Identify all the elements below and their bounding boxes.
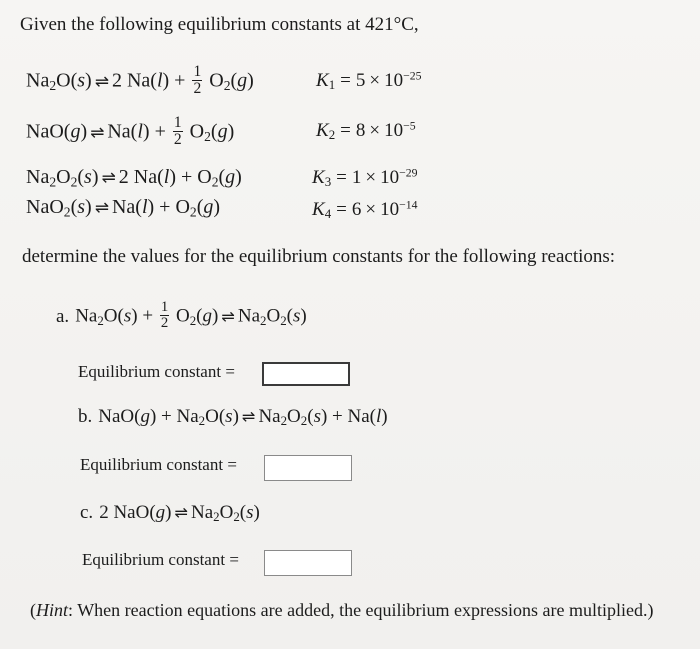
eq-subscript: 2 xyxy=(49,174,57,190)
k-base-ten: 10 xyxy=(380,199,400,220)
eq-subscript: 2 xyxy=(233,509,240,525)
part-a-equation xyxy=(56,299,307,333)
k-symbol: K xyxy=(312,167,325,188)
k-index: 1 xyxy=(328,77,336,93)
part-b-equation xyxy=(78,406,388,428)
hint-open-paren: ( xyxy=(30,600,36,620)
eq-subscript: 2 xyxy=(213,509,220,525)
eq-text: O( xyxy=(205,406,226,427)
k-symbol: K xyxy=(316,120,329,141)
times-sign: × xyxy=(365,199,377,220)
eq-text: ) xyxy=(85,196,92,218)
eq-phase: g xyxy=(140,406,150,427)
eq-text: ( xyxy=(70,196,78,218)
determine-text: determine the values for the equilibrium constants for the following reactions: xyxy=(22,246,616,267)
eq-subscript: 2 xyxy=(280,312,287,328)
intro-text: Given the following equilibrium constants at 421°C, xyxy=(20,14,419,35)
eq-text: Na xyxy=(191,502,214,523)
eq-text: ) xyxy=(232,406,239,427)
k2-value xyxy=(316,120,416,142)
eq-subscript: 2 xyxy=(63,204,71,220)
eq-text: Na xyxy=(75,305,98,327)
equilibrium-arrow: ⇌ xyxy=(94,71,109,92)
eq-text: Na xyxy=(237,305,260,327)
fraction-denominator: 2 xyxy=(160,314,169,331)
eq-phase: s xyxy=(84,166,92,188)
eq-text: ) + Na( xyxy=(320,406,376,427)
eq-text: ) + Na xyxy=(149,406,199,427)
given-equation-3 xyxy=(26,166,242,189)
eq-text: O( xyxy=(103,305,124,327)
eq-text: ) + xyxy=(131,305,158,327)
part-letter: a. xyxy=(56,305,70,327)
given-equation-1 xyxy=(26,63,254,98)
eq-phase: g xyxy=(202,305,212,327)
eq-phase: g xyxy=(155,502,166,523)
k-mantissa: 1 xyxy=(351,167,362,188)
eq-text: ) xyxy=(227,120,235,143)
eq-text: ) + xyxy=(142,120,171,143)
eq-phase: l xyxy=(376,406,382,427)
eq-text: ( xyxy=(218,166,226,188)
eq-subscript: 2 xyxy=(49,78,57,94)
eq-text: ( xyxy=(239,502,247,523)
eq-text: Na xyxy=(26,69,50,92)
hint-text xyxy=(30,600,654,621)
given-equation-2 xyxy=(26,114,235,149)
eq-text: O xyxy=(56,166,71,188)
eq-text: O xyxy=(266,305,281,327)
part-c-answer-label: Equilibrium constant = xyxy=(82,550,239,569)
part-letter: c. xyxy=(80,502,94,523)
equilibrium-arrow: ⇌ xyxy=(101,168,116,188)
eq-text: O( xyxy=(56,69,78,92)
eq-text: ) xyxy=(85,69,92,92)
eq-text: ( xyxy=(77,166,85,188)
k1-value xyxy=(316,70,421,92)
eq-subscript: 2 xyxy=(204,129,211,145)
equals-sign: = xyxy=(340,70,351,91)
eq-text: O xyxy=(287,406,301,427)
eq-phase: s xyxy=(123,305,132,327)
fraction-one-half xyxy=(160,300,169,331)
part-a-answer-input[interactable] xyxy=(262,362,350,386)
eq-text: O xyxy=(219,502,234,523)
k4-value xyxy=(312,199,417,221)
equilibrium-arrow: ⇌ xyxy=(221,306,235,326)
eq-text: Na xyxy=(26,166,50,188)
eq-phase: s xyxy=(77,69,86,92)
equals-sign: = xyxy=(340,120,351,141)
eq-phase: l xyxy=(156,69,163,92)
equilibrium-arrow: ⇌ xyxy=(94,198,109,218)
eq-text: ) xyxy=(213,196,221,218)
k-base-ten: 10 xyxy=(384,120,404,141)
k-mantissa: 6 xyxy=(351,199,362,220)
k-symbol: K xyxy=(316,70,329,91)
eq-subscript: 2 xyxy=(189,312,197,328)
eq-subscript: 2 xyxy=(211,174,219,190)
eq-text: ( xyxy=(307,406,314,427)
times-sign: × xyxy=(369,70,381,91)
part-b-answer-label: Equilibrium constant = xyxy=(80,455,237,474)
eq-text: O xyxy=(184,120,205,143)
eq-phase: g xyxy=(225,166,236,188)
k-index: 4 xyxy=(324,206,332,222)
k-base-ten: 10 xyxy=(380,167,400,188)
times-sign: × xyxy=(369,120,381,141)
fraction-denominator: 2 xyxy=(173,130,182,148)
eq-text: ( xyxy=(196,196,204,218)
part-c-answer-input[interactable] xyxy=(264,550,352,576)
eq-text: ) xyxy=(91,166,99,188)
k-index: 3 xyxy=(324,174,332,190)
eq-phase: l xyxy=(141,196,148,218)
k-exponent: −5 xyxy=(403,119,416,133)
eq-subscript: 2 xyxy=(300,413,308,429)
eq-text: ) + O xyxy=(147,196,190,218)
eq-text: 2 Na( xyxy=(118,166,164,188)
hint-label: Hint xyxy=(36,600,69,620)
equilibrium-arrow: ⇌ xyxy=(90,122,105,143)
fraction-numerator: 1 xyxy=(173,114,182,131)
eq-text: ) + O xyxy=(169,166,212,188)
eq-text: NaO xyxy=(26,196,64,218)
given-equation-4 xyxy=(26,196,220,219)
eq-text: Na xyxy=(258,406,281,427)
eq-subscript: 2 xyxy=(198,413,206,429)
eq-subscript: 2 xyxy=(189,204,197,220)
fraction-one-half xyxy=(173,115,183,147)
eq-text: ) + xyxy=(162,69,191,92)
fraction-numerator: 1 xyxy=(160,299,169,315)
part-a-answer-label: Equilibrium constant = xyxy=(78,362,235,381)
eq-text: ) xyxy=(80,120,88,143)
k-symbol: K xyxy=(312,199,325,220)
eq-text: ) xyxy=(381,406,388,427)
eq-text: 2 Na( xyxy=(111,69,157,92)
k-mantissa: 5 xyxy=(355,70,366,91)
equilibrium-arrow: ⇌ xyxy=(174,503,188,522)
part-c-equation xyxy=(80,502,260,524)
eq-phase: l xyxy=(163,166,170,188)
eq-phase: s xyxy=(225,406,233,427)
eq-text: NaO( xyxy=(98,406,141,427)
eq-text: O xyxy=(171,305,190,327)
part-letter: b. xyxy=(78,406,93,427)
eq-phase: g xyxy=(70,120,81,143)
eq-phase: s xyxy=(292,305,301,327)
eq-phase: g xyxy=(237,69,248,92)
fraction-denominator: 2 xyxy=(193,79,202,97)
equilibrium-arrow: ⇌ xyxy=(241,407,256,426)
eq-text: Na( xyxy=(107,120,138,143)
eq-text: Na( xyxy=(111,196,142,218)
eq-subscript: 2 xyxy=(97,312,104,328)
k-exponent: −29 xyxy=(399,166,418,180)
equals-sign: = xyxy=(336,199,347,220)
eq-text: ) xyxy=(211,305,219,327)
times-sign: × xyxy=(365,167,377,188)
k-mantissa: 8 xyxy=(355,120,366,141)
eq-text: ( xyxy=(286,305,293,327)
part-b-answer-input[interactable] xyxy=(264,455,352,481)
equals-sign: = xyxy=(336,167,347,188)
eq-phase: s xyxy=(246,502,254,523)
eq-subscript: 2 xyxy=(280,413,288,429)
eq-text: ) xyxy=(247,69,254,92)
eq-phase: l xyxy=(137,120,143,143)
k-base-ten: 10 xyxy=(384,70,404,91)
eq-text: 2 NaO( xyxy=(99,502,156,523)
k-exponent: −14 xyxy=(399,198,418,212)
fraction-numerator: 1 xyxy=(193,63,202,80)
eq-text: ) xyxy=(253,502,260,523)
eq-subscript: 2 xyxy=(223,78,231,94)
eq-subscript: 2 xyxy=(70,174,78,190)
eq-phase: g xyxy=(217,120,228,143)
eq-text: NaO( xyxy=(26,120,71,143)
k-index: 2 xyxy=(328,127,336,143)
eq-subscript: 2 xyxy=(260,312,267,328)
eq-text: ( xyxy=(210,120,218,143)
hint-body: : When reaction equations are added, the equilibrium expressions are multiplied.) xyxy=(68,600,654,620)
eq-text: ( xyxy=(196,305,203,327)
eq-text: ) xyxy=(300,305,307,327)
eq-text: ( xyxy=(230,69,238,92)
eq-text: ) xyxy=(235,166,242,188)
eq-phase: g xyxy=(203,196,214,218)
eq-text: ) xyxy=(165,502,172,523)
eq-text: O xyxy=(204,69,224,92)
fraction-one-half xyxy=(192,64,202,96)
eq-phase: s xyxy=(77,196,86,218)
eq-phase: s xyxy=(313,406,321,427)
k3-value xyxy=(312,167,417,189)
k-exponent: −25 xyxy=(403,69,422,83)
